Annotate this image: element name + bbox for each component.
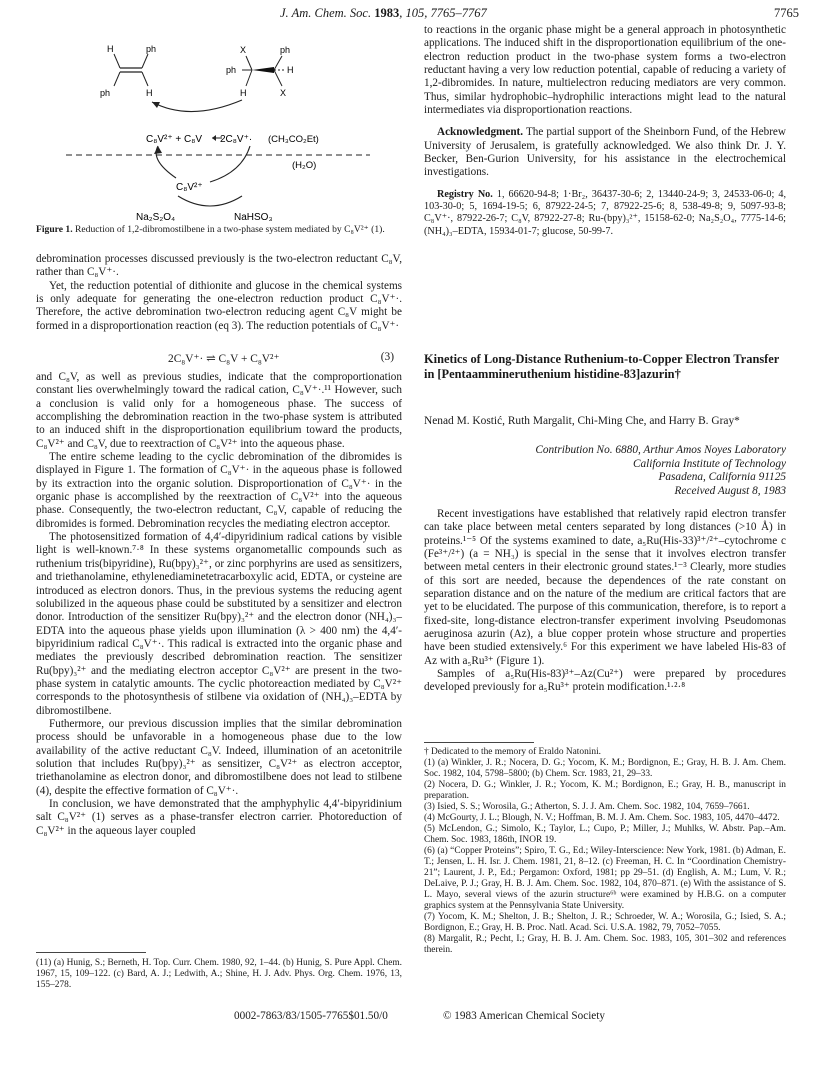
journal-year: 1983 — [374, 6, 400, 20]
label-organic-phase: (CH₃CO₂Et) — [268, 134, 319, 145]
paragraph: The entire scheme leading to the cyclic debromination of the dibromides is displayed in Figure 1. The formation of C₈V⁺· in the aqueous phase is followed by its extraction into the organic solution. Disproportionation of C₈V⁺· in the organic phase is accomplished by the reextraction of C₈V²⁺ into the aqueous phase. Consequently, the two-electron reductant, C₈V, capable of reducing the dibromides is formed. Debromination recycles the mediating electron acceptor. — [36, 451, 402, 530]
figure-caption — [36, 224, 402, 236]
wedge-bond — [252, 67, 274, 73]
label-h-2: H — [146, 88, 153, 98]
affiliation-line: Contribution No. 6880, Arthur Amos Noyes Laboratory — [535, 444, 786, 456]
footnote-rule-right — [424, 742, 534, 743]
footnotes-right — [424, 747, 786, 956]
journal-pages: 7765–7767 — [430, 6, 487, 20]
article-title: Kinetics of Long-Distance Ruthenium-to-Copper Electron Transfer in [Pentaammineruthenium histidine-83]azurin† — [424, 352, 780, 381]
acknowledgment-label: Acknowledgment. — [437, 126, 524, 139]
left-column-upper — [36, 253, 402, 333]
acknowledgment-text: The partial support of the Sheinborn Fund, of the Hebrew University of Jerusalem, is gratefully acknowledged. We also think Dr. J. Y. Becker, Ben-Gurion University, for his assistance in the electrochemical investigations. — [424, 126, 786, 179]
upper-arc — [152, 100, 242, 112]
footnote-rule-left — [36, 952, 146, 953]
equation-body: 2C₈V⁺· ⇌ C₈V + C₈V²⁺ — [168, 353, 280, 365]
footnote: (3) Isied, S. S.; Worosila, G.; Atherton, S. J. J. Am. Chem. Soc. 1982, 104, 7659–7661. — [424, 802, 750, 812]
left-column-lower — [36, 371, 402, 838]
label-ph-3: ph — [280, 45, 291, 55]
paragraph: Recent investigations have established that relatively rapid electron transfer can take place between metal centers separated by long distances (>10 Å) in proteins.¹⁻⁵ Of the systems examined to date, a₅Ru(His-33)³⁺/²⁺–cytochrome c (Fe³⁺/²⁺) (a = NH₃) is special in the sense that it involves electron transfer between metal centers in their electronic ground states.¹⁻³ Clearly, more studies of this sort are needed, because the dependences of the rate constant on separation distance and on the nature of the medium are critical factors that are yet to be elucidated. The purpose of this communication, therefore, is to report a fixed-site, long-distance electron-transfer experiment involving Pseudomonas aeruginosa azurin (Az), a blue copper protein whose structure and properties have been studied extensively.⁶ For this experiment we have labeled His-83 of Az with a₅Ru³⁺ (Figure 1). — [424, 508, 786, 667]
article-code: 0002-7863/83/1505-7765$01.50/0 — [234, 1010, 388, 1022]
bond-x-bottom — [274, 70, 282, 86]
extraction-arrowhead — [154, 146, 162, 154]
right-column-lower — [424, 508, 786, 695]
footnote: (1) (a) Winkler, J. R.; Nocera, D. G.; Yocom, K. M.; Bordignon, E.; Gray, H. B. J. Am. Chem. Soc. 1982, 104, 5798–5800; (b) Chem. Scr. 1983, 21, 29–33. — [424, 758, 786, 779]
journal-citation: J. Am. Chem. Soc. 1983, 105, 7765–7767 — [280, 6, 487, 20]
affiliation-line: California Institute of Technology — [632, 457, 786, 470]
label-bisulfite: NaHSO₃ — [234, 212, 273, 223]
reverse-arrowhead — [212, 135, 216, 141]
affiliation-block — [424, 444, 786, 498]
label-ph-1: ph — [146, 44, 157, 54]
label-mixture: C₈V²⁺ + C₈V — [146, 134, 203, 145]
label-dithionite: Na₂S₂O₄ — [136, 212, 176, 223]
footnote: (11) (a) Hunig, S.; Berneth, H. Top. Curr. Chem. 1980, 92, 1–44. (b) Hunig, S. Pure Appl. Chem. 1967, 15, 109–122. (c) Bard, A. J.; Ledwith, A.; Shine, H. J. Adv. Phys. Org. Chem. 1976, 13, 155–278. — [36, 958, 402, 990]
label-x-1: X — [240, 45, 247, 55]
affiliation-line: Pasadena, California 91125 — [658, 471, 786, 484]
figure-caption-text: Reduction of 1,2-dibromostilbene in a two-phase system mediated by C₈V²⁺ (1). — [75, 224, 385, 235]
journal-volume: 105 — [405, 6, 425, 20]
journal-name: J. Am. Chem. Soc. — [280, 6, 372, 20]
label-h-3: H — [287, 65, 294, 75]
footnote: (5) McLendon, G.; Simolo, K.; Taylor, L.; Cupo, P.; Miller, J.; Muhlks, W. Abstr. Pap.–Am. Chem. Soc. 1983, 186th, INOR 19. — [424, 824, 786, 845]
registry-text: 1, 66620-94-8; 1·Br₂, 36437-30-6; 2, 13440-24-9; 3, 24533-06-0; 4, 103-30-0; 5, 1694-19-5; 6, 87922-24-5; 7, 87922-25-6; 8, 538-49-8; 9, 5097-93-8; C₈V⁺·, 87922-26-7; C₈V, 87922-27-8; Ru-(bpy)₃²⁺, 15158-62-0; Na₂S₂O₄, 7775-14-6; (NH₄)₃–EDTA, 15934-01-7; glucose, 50-99-7. — [424, 188, 787, 237]
received-date: Received August 8, 1983 — [674, 484, 786, 497]
bond-ph-right — [142, 54, 148, 68]
paragraph: Futhermore, our previous discussion implies that the similar debromination process should be unfavorable in a homogeneous phase due to the low availability of the active reductant C₈V. Indeed, illumination of an acetonitrile solution that includes Ru(bpy)₃²⁺ as sensitizer, C₈V²⁺ as electron acceptor, triethanolamine as electron donor, and dibromostilbene does not lead to stilbene (4), despite the effective formation of C₈V⁺·. — [36, 717, 402, 797]
registry-numbers — [424, 189, 786, 238]
article-authors: Nenad M. Kostić, Ruth Margalit, Chi-Ming Che, and Harry B. Gray* — [424, 415, 740, 427]
footnote: (6) (a) “Copper Proteins”; Spiro, T. G., Ed.; Wiley-Interscience: New York, 1981. (b) Adman, E. T.; Jensen, L. H. Isr. J. Chem. 1981, 21, 8–12. (c) Freeman, H. C. In “Coordination Chemistry-21”; Laurent, J. P., Ed.; Pergamon: Oxford, 1981; pp 29–51. (d) English, A. M.; Lum, V. R.; DeLaive, P. J.; Gray, H. B. J. Am. Chem. Soc. 1982, 104, 870–871. (e) With the assistance of S. L. Mayo, several views of the azurin structure⁶ᵇ were examined by H.B.G. on a computer graphics system at the Pennsylvania State University. — [424, 846, 786, 911]
paragraph: In conclusion, we have demonstrated that the amphyphylic 4,4′-bipyridinium salt C₈V²⁺ (1) serves as a phase-transfer electron carrier. Photoreduction of C₈V²⁺ in the aqueous layer coupled — [36, 798, 402, 837]
right-column-upper — [424, 24, 786, 238]
label-ph-2: ph — [100, 88, 111, 98]
footnote-11 — [36, 958, 402, 991]
paragraph: to reactions in the organic phase might be a general approach in photosynthetic applications. The induced shift in the disproportionation equilibrium of the one-electron reduction product in the two-phase system forms a two-electron reductant having a very low reduction potential, capable of reducing a variety of 1,2-dibromides. In nature, multielectron reducing mediators are very common. Thus, similar hydrophobic–hydrophilic interactions might lead to the natural intermediates via disproportionation reactions. — [424, 24, 786, 117]
bond-h-bottom — [246, 70, 252, 86]
paragraph: and C₈V, as well as previous studies, indicate that the comproportionation constant lies overwhelmingly toward the radical cation, C₈V⁺·.¹¹ However, such a conclusion is valid only for a homogeneous phase. The success of accomplishing the debromination reaction in the two-phase system is attributed to an induced shift in the disproportionation equilibrium toward the products, C₈V²⁺ and C₈V, due to reextraction of C₈V²⁺ into the aqueous phase. — [36, 371, 402, 450]
bond-ph-top — [274, 56, 282, 70]
label-x-2: X — [280, 88, 287, 98]
registry-label: Registry No. — [437, 188, 493, 200]
paragraph: Samples of a₅Ru(His-83)³⁺–Az(Cu²⁺) were prepared by procedures developed previously for a₅Ru³⁺ protein modification.¹·²·⁸ — [424, 668, 786, 694]
label-c8v-aqueous: C₈V²⁺ — [176, 182, 203, 193]
bond-h-left — [114, 54, 120, 68]
paragraph: The photosensitized formation of 4,4′-dipyridinium radical cations by visible light is well-known.⁷·⁸ In these systems organometallic compounds such as ruthenium tris(bipyridine), Ru(bpy)₃²⁺, or zinc porphyrins are used as sensitizers, and triethanolamine, ethylenediaminetetracarboxylic acid, EDTA, or cysteine are introduced as electron donors. Thus, in the previous systems the reducing agent solubilized in the aqueous phase could be substituted by a sensitizer and electron donor. Introduction of the sensitizer Ru(bpy)₃²⁺ and the electron donor (NH₄)₃–EDTA into the aqueous phase yields upon illumination (λ > 400 nm) the 4,4′-bipyridinium radical C₈V⁺·. This radical is extracted into the organic phase and mediates the previously described debromination reaction. The sensitizer Ru(bpy)₃²⁺ and the mediating electron acceptor C₈V²⁺ are present in the two-phase system in catalytic amounts. The cyclic photoreaction mediated by C₈V²⁺ corresponds to the photosynthesis of stilbene via oxidation of (NH₄)₃–EDTA by dibromostilbene. — [36, 531, 402, 717]
lower-arc — [178, 196, 242, 206]
paragraph: Yet, the reduction potential of dithionite and glucose in the chemical systems is only adequate for generating the one-electron reduction product C₈V⁺·. Therefore, the active debromination two-electron reducing agent C₈V might be formed in a disproportionation reaction (eq 3). The reduction potentials of C₈V⁺· — [36, 279, 402, 332]
footnote: (2) Nocera, D. G.; Winkler, J. R.; Yocom, K. M.; Bordignon, E.; Gray, H. B., manuscript in preparation. — [424, 780, 786, 801]
label-aqueous-phase: (H₂O) — [292, 160, 317, 171]
label-ph-4: ph — [226, 65, 237, 75]
reaction-scheme-diagram — [30, 40, 402, 226]
paragraph: debromination processes discussed previously is the two-electron reductant C₈V, rather than C₈V⁺·. — [36, 253, 402, 279]
bond-h-right — [142, 72, 148, 86]
bond-x-top — [246, 56, 252, 70]
acknowledgment — [424, 126, 786, 179]
footnote: (7) Yocom, K. M.; Shelton, J. B.; Shelton, J. R.; Schroeder, W. A.; Worosila, G.; Isied, S. A.; Bordignon, E.; Gray, H. B. Proc. Natl. Acad. Sci. U.S.A. 1982, 79, 7052–7055. — [424, 912, 786, 933]
bond-ph-left — [114, 72, 120, 86]
equation-3 — [36, 351, 402, 365]
running-header — [0, 6, 820, 22]
label-radical: 2C₈V⁺· — [220, 134, 253, 145]
footnote: (4) McGourty, J. L.; Blough, N. V.; Hoffman, B. M. J. Am. Chem. Soc. 1983, 105, 4470–4472. — [424, 813, 780, 823]
copyright-notice: © 1983 American Chemical Society — [443, 1010, 605, 1022]
page-number: 7765 — [774, 6, 799, 20]
footnote: (8) Margalit, R.; Pecht, I.; Gray, H. B. J. Am. Chem. Soc. 1983, 105, 301–302 and references therein. — [424, 934, 786, 955]
label-h-4: H — [240, 88, 247, 98]
equation-number: (3) — [380, 351, 394, 363]
label-h-1: H — [107, 44, 114, 54]
footnote: † Dedicated to the memory of Eraldo Natonini. — [424, 747, 602, 757]
figure-1-scheme — [30, 40, 402, 226]
reextraction-arc — [210, 146, 250, 182]
figure-caption-label: Figure 1. — [36, 224, 73, 235]
